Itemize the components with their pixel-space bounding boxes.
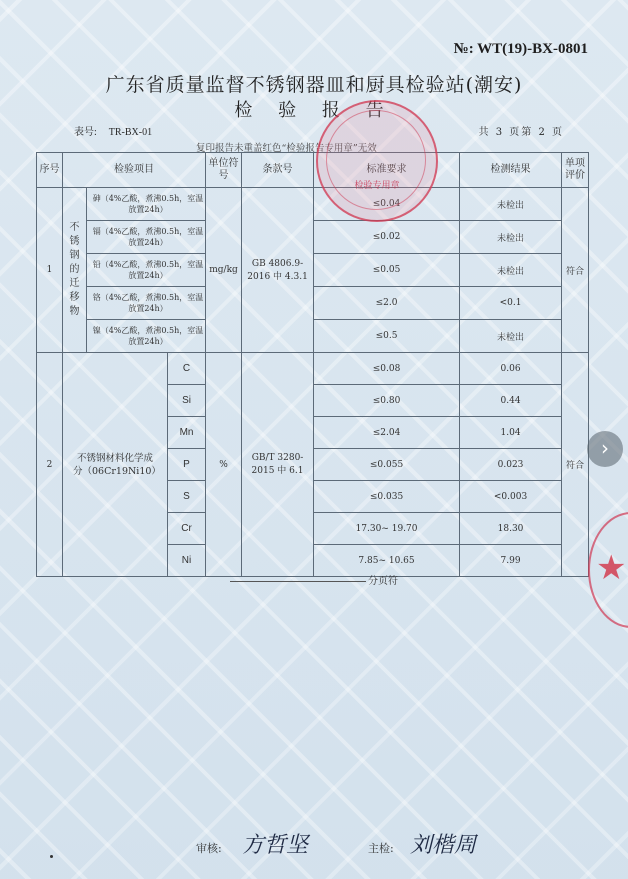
section2-standard: ≤0.08 [314,353,460,385]
section2-standard: ≤0.055 [314,449,460,481]
section1-group-text: 不锈钢的迁移物 [69,222,80,317]
section2-result: 7.99 [460,545,562,577]
form-number-value: TR-BX-01 [108,127,153,138]
element-symbol: Si [168,385,206,417]
header-standard: 标准要求 [314,153,460,188]
section1-item: 铬（4%乙酸，煮沸0.5h，室温放置24h） [87,287,206,320]
section2-result: <0.003 [460,481,562,513]
table-row [37,188,589,221]
section2-standard: ≤0.035 [314,481,460,513]
header-item: 检验项目 [63,153,206,188]
section2-result: 1.04 [460,417,562,449]
page-info: 共 3 页第 2 页 [478,127,564,138]
section1-item: 铅（4%乙酸，煮沸0.5h，室温放置24h） [87,254,206,287]
section1-standard: ≤0.05 [314,254,460,287]
page-break-note [0,572,628,587]
next-page-button[interactable] [587,431,623,467]
inspection-table [36,152,589,577]
inspector-signature: 刘楷周 [410,833,477,858]
official-stamp [316,100,438,222]
section1-result: <0.1 [460,287,562,320]
stamp-ring [326,110,426,210]
section1-verdict: 符合 [562,188,589,353]
header-unit: 单位符号 [206,153,242,188]
section1-standard: ≤0.5 [314,320,460,353]
section1-clause: GB 4806.9-2016 中 4.3.1 [242,188,314,353]
element-symbol: S [168,481,206,513]
ink-dot [50,855,53,858]
section1-unit: mg/kg [206,188,242,353]
header-no: 序号 [37,153,63,188]
element-symbol: P [168,449,206,481]
section2-standard: 7.85~ 10.65 [314,545,460,577]
section2-result: 18.30 [460,513,562,545]
element-symbol: Ni [168,545,206,577]
copy-notice: 复印报告未重盖红色“检验报告专用章”无效 [196,143,377,154]
form-number-label: 表号: [74,127,97,138]
seam-stamp [588,512,628,628]
table-row [37,353,589,385]
chevron-right-icon: › [601,436,609,460]
section2-clause: GB/T 3280-2015 中 6.1 [242,353,314,577]
report-title: 检 验 报 告 [234,100,394,121]
page-break-line [230,581,366,582]
organization-title: 广东省质量监督不锈钢器皿和厨具检验站(潮安) [105,74,523,96]
section2-standard: ≤2.04 [314,417,460,449]
section2-group-text: 不锈钢材料化学成分（06Cr19Ni10） [73,452,161,477]
section2-result: 0.44 [460,385,562,417]
table-header-row [37,153,589,188]
element-symbol: C [168,353,206,385]
section1-result: 未检出 [460,254,562,287]
section1-group-label [63,188,87,353]
form-number [74,123,152,138]
section1-standard: ≤0.04 [314,188,460,221]
section1-item: 砷（4%乙酸，煮沸0.5h，室温放置24h） [87,188,206,221]
section1-item: 镍（4%乙酸，煮沸0.5h，室温放置24h） [87,320,206,353]
element-symbol: Mn [168,417,206,449]
header-clause: 条款号 [242,153,314,188]
section1-item: 镉（4%乙酸，煮沸0.5h，室温放置24h） [87,221,206,254]
reviewer-label: 审核: [196,842,222,855]
section2-no: 2 [37,353,63,577]
section1-standard: ≤2.0 [314,287,460,320]
section2-standard: 17.30~ 19.70 [314,513,460,545]
section1-result: 未检出 [460,188,562,221]
inspector-label: 主检: [368,842,394,855]
page-break-text: 分页符 [368,576,398,587]
stamp-text: 检验专用章 [354,181,400,191]
section1-standard: ≤0.02 [314,221,460,254]
section1-result: 未检出 [460,221,562,254]
element-symbol: Cr [168,513,206,545]
section2-verdict: 符合 [562,353,589,577]
star-icon: ★ [596,548,627,588]
section1-result: 未检出 [460,320,562,353]
reviewer-signature: 方哲坚 [242,833,309,858]
section2-standard: ≤0.80 [314,385,460,417]
section2-result: 0.023 [460,449,562,481]
section2-result: 0.06 [460,353,562,385]
section1-no: 1 [37,188,63,353]
report-number: №: WT(19)-BX-0801 [453,41,588,57]
header-verdict: 单项评价 [562,153,589,188]
section2-unit: % [206,353,242,577]
section2-group-label [63,353,168,577]
header-result: 检测结果 [460,153,562,188]
